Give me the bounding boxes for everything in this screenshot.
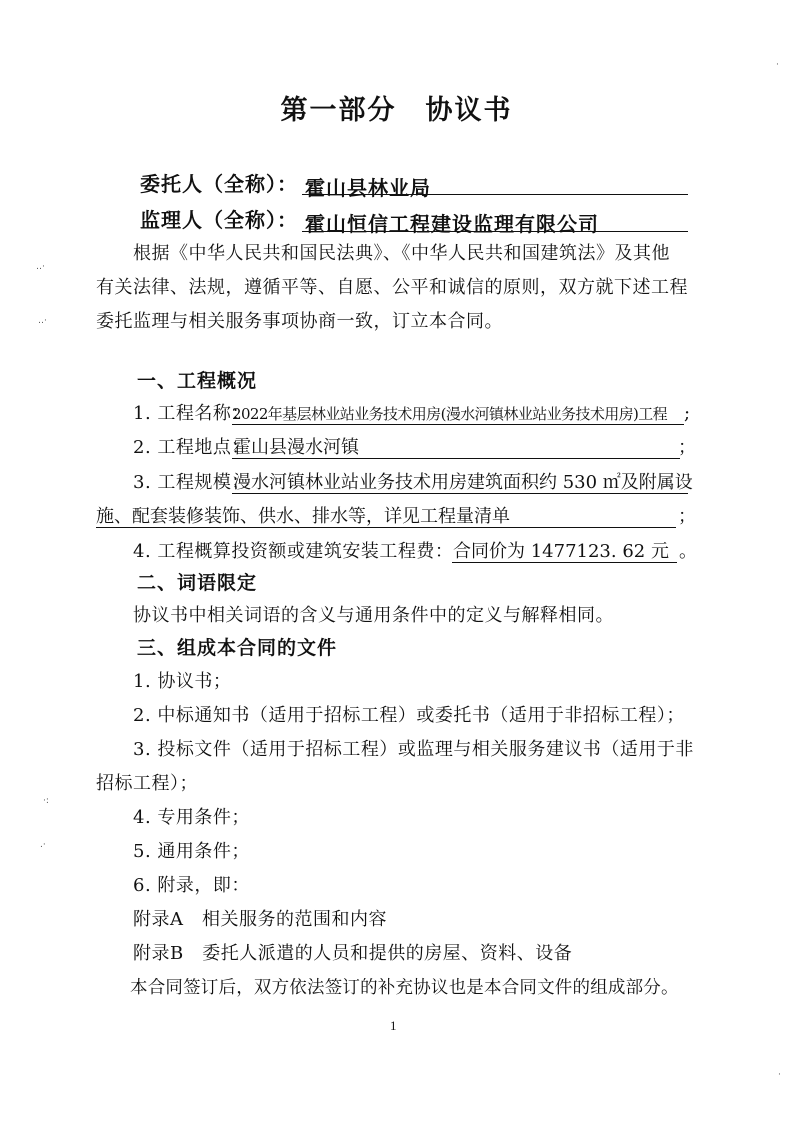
scan-mark: .·: [40, 840, 46, 850]
project-scale-value-1: 漫水河镇林业站业务技术用房建筑面积约 530 ㎡及附属设: [233, 472, 693, 493]
project-budget-underline: [452, 562, 677, 563]
supervisor-underline: [302, 231, 688, 232]
principal-label: 委托人（全称）：: [140, 172, 298, 196]
document-list-item: 5. 通用条件；: [133, 841, 250, 862]
project-name-label: 1. 工程名称：: [133, 403, 250, 424]
document-list-item: 2. 中标通知书（适用于招标工程）或委托书（适用于非招标工程）；: [133, 705, 685, 726]
section-1-heading: 一、工程概况: [137, 370, 258, 392]
scan-mark: ·:: [43, 796, 49, 806]
scan-mark: ‥·: [38, 316, 47, 326]
principal-underline: [302, 194, 688, 195]
document-title: 第一部分 协议书: [280, 95, 513, 126]
project-budget-label: 4. 工程概算投资额或建筑安装工程费：: [133, 541, 454, 562]
intro-line-1: 根据《中华人民共和国民法典》、《中华人民共和国建筑法》及其他: [133, 243, 670, 264]
appendix-a: 附录A 相关服务的范围和内容: [133, 909, 387, 930]
document-list-item: 3. 投标文件（适用于招标工程）或监理与相关服务建议书（适用于非: [133, 739, 694, 760]
closing-statement: 本合同签订后，双方依法签订的补充协议也是本合同文件的组成部分。: [130, 978, 679, 998]
scan-mark: ‥·: [36, 262, 45, 272]
project-location-end: ；: [678, 437, 696, 458]
scan-mark: ·: [776, 60, 779, 70]
document-list-item: 4. 专用条件；: [133, 807, 250, 828]
principal-name: 霍山县林业局: [305, 176, 431, 200]
document-list-item: 6. 附录，即：: [133, 875, 250, 896]
project-scale-underline-2: [96, 527, 676, 528]
supervisor-label: 监理人（全称）：: [140, 208, 298, 232]
intro-line-2: 有关法律、法规，遵循平等、自愿、公平和诚信的原则，双方就下述工程: [96, 277, 688, 298]
project-scale-value-2: 施、配套装修装饰、供水、排水等，详见工程量清单: [96, 506, 510, 527]
section-3-heading: 三、组成本合同的文件: [137, 637, 338, 659]
project-budget-value: 合同价为 1477123. 62 元: [453, 541, 669, 562]
scan-mark: ·: [778, 1070, 781, 1080]
intro-line-3: 委托监理与相关服务事项协商一致，订立本合同。: [96, 311, 503, 332]
project-scale-underline-1: [232, 493, 688, 494]
section-2-text: 协议书中相关词语的含义与通用条件中的定义与解释相同。: [133, 605, 614, 626]
project-name-end: ;: [684, 403, 691, 424]
project-location-underline: [232, 458, 680, 459]
project-name-value: 2022年基层林业站业务技术用房(漫水河镇林业站业务技术用房)工程: [232, 405, 668, 423]
project-location-label: 2. 工程地点：: [133, 437, 250, 458]
document-list-item: 1. 协议书；: [133, 671, 232, 692]
section-2-heading: 二、词语限定: [137, 572, 258, 594]
project-scale-label: 3. 工程规模：: [133, 472, 250, 493]
project-name-underline: [232, 424, 684, 425]
page-number: 1: [390, 1018, 397, 1033]
project-scale-end: ；: [678, 506, 696, 527]
document-list-item-continued: 招标工程）；: [96, 773, 198, 794]
project-budget-end: 。: [679, 541, 697, 562]
project-location-value: 霍山县漫水河镇: [233, 437, 359, 458]
appendix-b: 附录B 委托人派遣的人员和提供的房屋、资料、设备: [133, 943, 573, 964]
supervisor-name: 霍山恒信工程建设监理有限公司: [305, 212, 599, 236]
